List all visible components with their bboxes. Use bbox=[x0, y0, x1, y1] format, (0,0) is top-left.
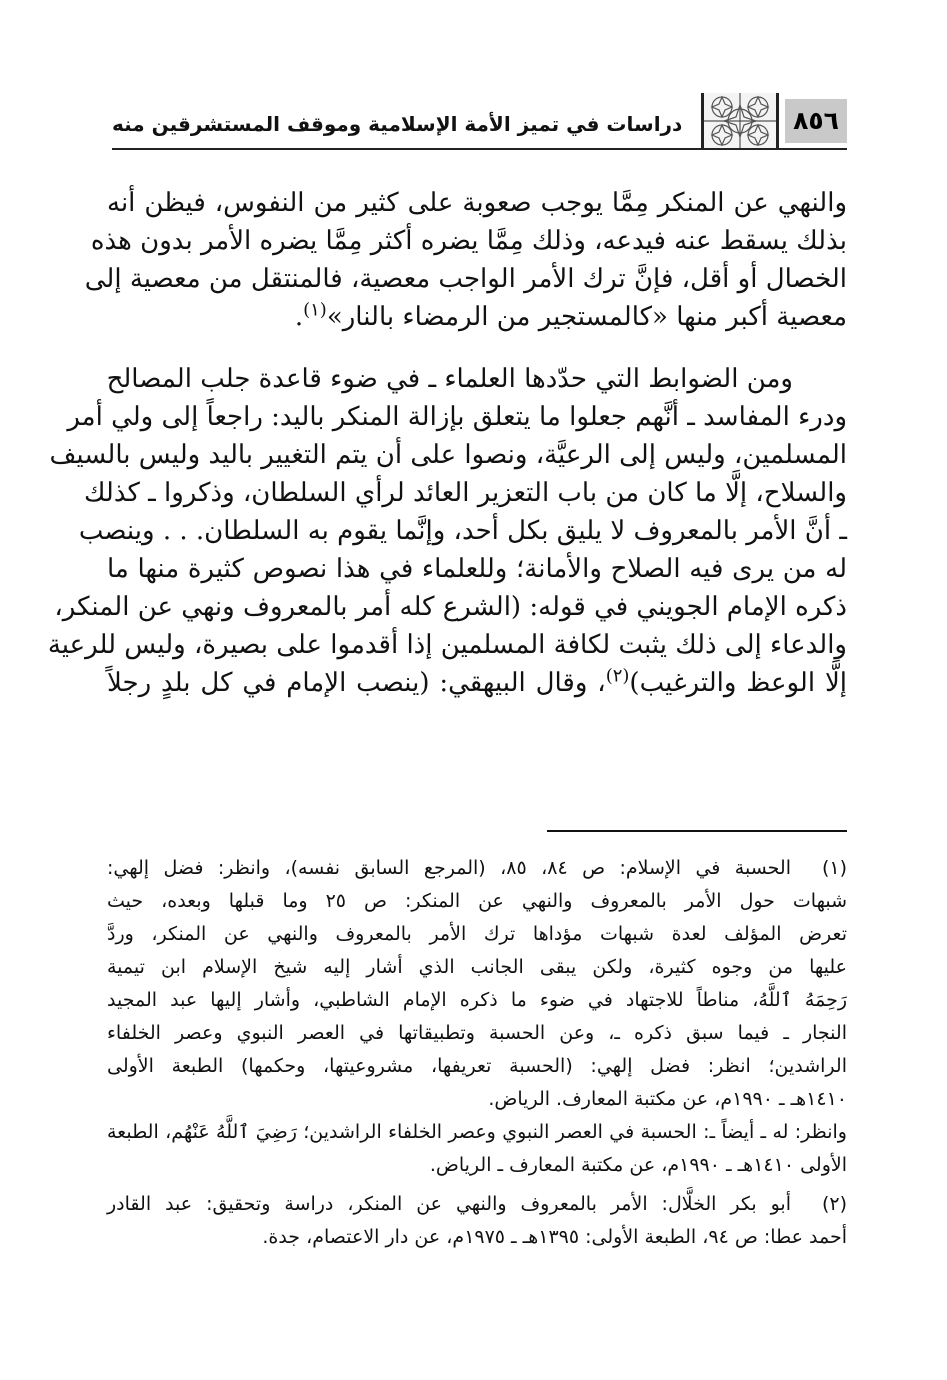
footnote-text: الحسبة في الإسلام: ص ٨٤، ٨٥، (المرجع السابق نفسه)، وانظر: فضل إلهي: bbox=[107, 857, 791, 879]
footnote-line: النجار ـ فيما سبق ذكره ـ، وعن الحسبة وتطبيقاتها في العصر النبوي وعصر الخلفاء bbox=[107, 1022, 847, 1044]
footnotes bbox=[107, 852, 847, 1254]
footnote-line: شبهات حول الأمر بالمعروف والنهي عن المنكر: ص ٢٥ وما قبلها وبعده، حيث bbox=[107, 890, 848, 912]
paragraph-1 bbox=[84, 184, 847, 336]
footnote-1 bbox=[107, 852, 847, 1182]
footnote-2 bbox=[107, 1188, 847, 1254]
footnote-line: عليها من وجوه كثيرة، ولكن يبقى الجانب الذي أشار إليه شيخ الإسلام ابن تيمية bbox=[107, 956, 847, 978]
footnote-number: (١) bbox=[821, 857, 847, 879]
footnote-ref-2[interactable]: (٢) bbox=[605, 665, 630, 687]
text-line: بذلك يسقط عنه فيدعه، وذلك مِمَّا يضره أكثر مِمَّا يضره الأمر بدون هذه bbox=[90, 226, 847, 256]
paragraph-gap bbox=[107, 336, 847, 360]
paragraph-2 bbox=[47, 360, 847, 702]
text-line: ومن الضوابط التي حدّدها العلماء ـ في ضوء قاعدة جلب المصالح bbox=[106, 364, 793, 394]
text-run: معصية أكبر منها «كالمستجير من الرمضاء بالنار» bbox=[326, 302, 847, 332]
page-header bbox=[112, 93, 847, 153]
text-line bbox=[107, 298, 847, 336]
text-line: والدعاء إلى ذلك يثبت لكافة المسلمين إذا أقدموا على بصيرة، وليس للرعية bbox=[47, 630, 847, 660]
footnote-line: الراشدين؛ انظر: فضل إلهي: (الحسبة تعريفها، مشروعيتها، وحكمها) الطبعة الأولى bbox=[107, 1055, 847, 1077]
footnote-text: أبو بكر الخلَّال: الأمر بالمعروف والنهي عن المنكر، دراسة وتحقيق: عبد القادر bbox=[107, 1193, 791, 1215]
text-line: والسلاح، إلَّا ما كان من باب التعزير العائد لرأي السلطان، وذكروا ـ كذلك bbox=[83, 478, 847, 508]
footnote-line bbox=[107, 852, 847, 885]
text-line: ودرء المفاسد ـ أنَّهم جعلوا ما يتعلق بإزالة المنكر باليد: راجعاً إلى ولي أمر bbox=[67, 402, 847, 432]
footnote-line: أحمد عطا: ص ٩٤، الطبعة الأولى: ١٣٩٥هـ ـ ١٩٧٥م، عن دار الاعتصام، جدة. bbox=[262, 1226, 847, 1248]
text-line: الخصال أو أقل، فإنَّ ترك الأمر الواجب معصية، فالمنتقل من معصية إلى bbox=[84, 264, 847, 294]
footnote-line: وانظر: له ـ أيضاً ـ: الحسبة في العصر النبوي وعصر الخلفاء الراشدين؛ رَضِيَ ٱللَّهُ عَنْهُم، الطبعة bbox=[107, 1121, 847, 1143]
footnote-line: ١٤١٠هـ ـ ١٩٩٠م، عن مكتبة المعارف. الرياض. bbox=[488, 1088, 847, 1110]
text-line: المسلمين، وليس إلى الرعيَّة، ونصوا على أن يتم التغيير باليد وليس بالسيف bbox=[49, 440, 847, 470]
text-line: له من يرى فيه الصلاح والأمانة؛ وللعلماء في هذا نصوص كثيرة منها ما bbox=[107, 554, 847, 584]
text-run: ، وقال البيهقي: (ينصب الإمام في كل بلدٍ رجلاً bbox=[107, 668, 606, 698]
text-line: ذكره الإمام الجويني في قوله: (الشرع كله أمر بالمعروف ونهي عن المنكر، bbox=[54, 592, 847, 622]
footnote-line: الأولى ١٤١٠هـ ـ ١٩٩٠م، عن مكتبة المعارف ـ الرياض. bbox=[429, 1154, 847, 1176]
text-line: والنهي عن المنكر مِمَّا يوجب صعوبة على كثير من النفوس، فيظن أنه bbox=[107, 188, 847, 218]
ornament-icon bbox=[701, 93, 779, 149]
footnote-number: (٢) bbox=[821, 1193, 847, 1215]
header-rule bbox=[112, 148, 847, 150]
text-run: إلَّا الوعظ والترغيب) bbox=[629, 668, 847, 698]
main-text bbox=[47, 184, 847, 702]
footnote-ref-1[interactable]: (١) bbox=[303, 299, 327, 321]
text-run: . bbox=[294, 302, 304, 332]
text-line bbox=[107, 664, 847, 702]
footnote-line: تعرض المؤلف لعدة شبهات مؤداها ترك الأمر بالمعروف والنهي عن المنكر، وردَّ bbox=[107, 923, 847, 945]
footnote-line bbox=[107, 1188, 847, 1221]
footnote-line: رَحِمَهُ ٱللَّهُ، مناطاً للاجتهاد في ضوء ما ذكره الإمام الشاطبي، وأشار إليها عبد المجيد bbox=[107, 989, 847, 1011]
footnote-separator bbox=[547, 830, 847, 832]
page-number: ٨٥٦ bbox=[785, 99, 847, 143]
text-line: ـ أنَّ الأمر بالمعروف لا يليق بكل أحد، وإنَّما يقوم به السلطان. . . وينصب bbox=[78, 516, 847, 546]
running-title: دراسات في تميز الأمة الإسلامية وموقف المستشرقين منه bbox=[112, 112, 683, 136]
